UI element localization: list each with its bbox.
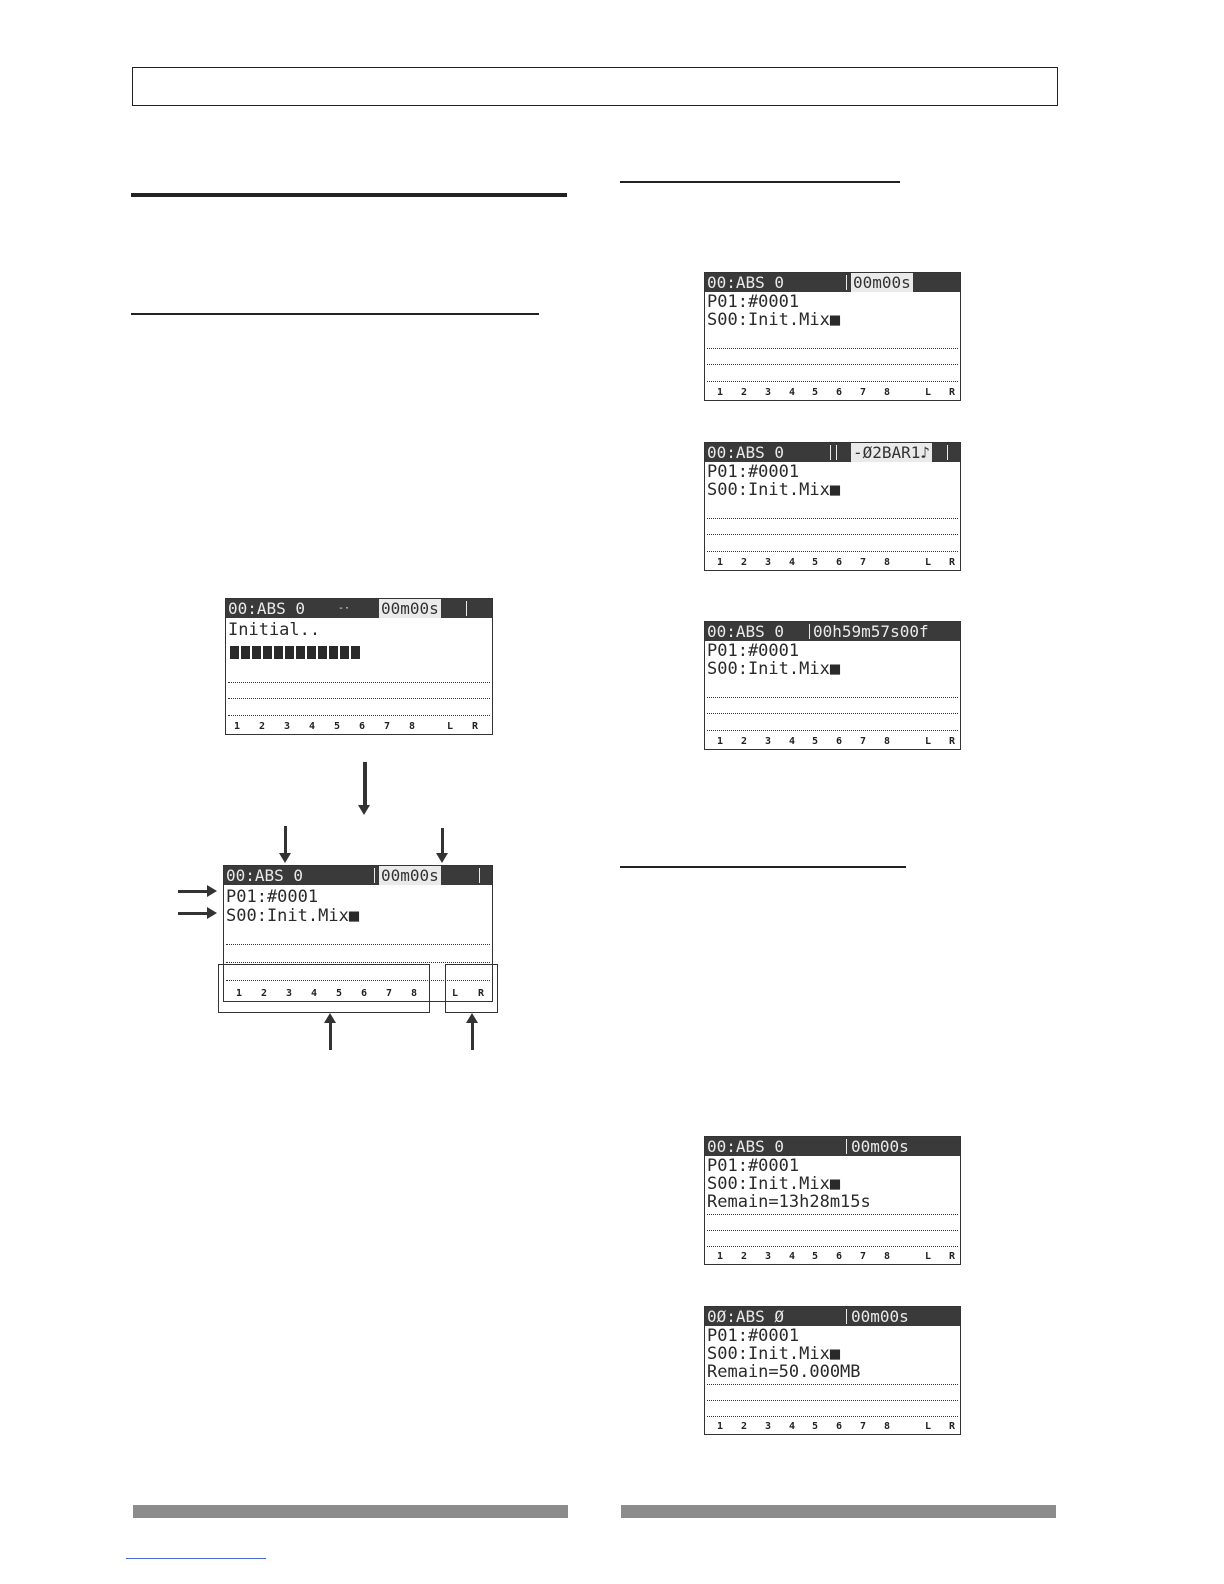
status-counter: 00:ABS 0 <box>228 599 306 618</box>
status-time: 00m00s <box>381 599 439 618</box>
status-time: 00m00s <box>853 273 911 292</box>
status-time: 00m00s <box>381 866 439 885</box>
status-time: 00m00s <box>851 1307 909 1326</box>
track-labels: 1 2 3 4 5 6 7 8 L R <box>717 1251 956 1262</box>
lcd-initializing-screen <box>225 598 493 735</box>
scene-pointer-arrow <box>178 912 208 915</box>
program-line: P01:#0001 <box>707 1156 800 1176</box>
scene-line: S00:Init.Mix■ <box>226 906 360 926</box>
lcd-remain-time-screen <box>704 1136 961 1265</box>
scene-line: S00:Init.Mix■ <box>707 310 841 330</box>
status-counter: 0Ø:ABS Ø <box>707 1307 785 1326</box>
status-time: 00m00s <box>851 1137 909 1156</box>
track-labels: 1 2 3 4 5 6 7 8 L R <box>717 736 956 747</box>
program-line: P01:#0001 <box>226 887 319 907</box>
footer-bar-right <box>621 1505 1056 1518</box>
track-labels: 1 2 3 4 5 6 7 8 L R <box>717 1421 956 1432</box>
program-line: P01:#0001 <box>707 292 800 312</box>
page-header-box <box>132 67 1058 106</box>
scene-line: S00:Init.Mix■ <box>707 659 841 679</box>
program-pointer-arrow <box>178 890 208 893</box>
status-counter: 00:ABS 0 <box>707 443 785 462</box>
remain-line: Remain=13h28m15s <box>707 1192 871 1212</box>
program-line: P01:#0001 <box>707 462 800 482</box>
lcd-bar-beat-screen <box>704 442 961 571</box>
footer-bar-left <box>133 1505 568 1518</box>
status-counter: 00:ABS 0 <box>707 622 785 641</box>
transition-arrow <box>363 762 367 806</box>
status-bar-beat: -Ø2BAR1♪ <box>853 443 931 462</box>
status-counter: 00:ABS 0 <box>707 273 785 292</box>
initializing-text: Initial.. <box>228 620 321 640</box>
lcd-timecode-screen <box>704 621 961 750</box>
stereo-meter-pointer-arrow <box>471 1022 474 1050</box>
subsection-rule-right-2 <box>620 866 906 868</box>
track-labels: 1 2 3 4 5 6 7 8 L R <box>234 721 479 732</box>
time-pointer-arrow <box>441 828 444 854</box>
status-counter: 00:ABS 0 <box>226 866 304 885</box>
progress-bar <box>230 642 362 661</box>
scene-line: S00:Init.Mix■ <box>707 1174 841 1194</box>
remain-line: Remain=50.000MB <box>707 1362 861 1382</box>
track-labels: 1 2 3 4 5 6 7 8 L R <box>236 988 485 999</box>
scene-line: S00:Init.Mix■ <box>707 1344 841 1364</box>
status-timecode: 00h59m57s00f <box>813 622 929 641</box>
track-meter-pointer-arrow <box>329 1022 332 1050</box>
track-meter-bracket <box>218 964 430 1013</box>
track-labels: 1 2 3 4 5 6 7 8 L R <box>717 557 956 568</box>
program-line: P01:#0001 <box>707 1326 800 1346</box>
status-counter: 00:ABS 0 <box>707 1137 785 1156</box>
counter-pointer-arrow <box>284 826 287 854</box>
track-labels: 1 2 3 4 5 6 7 8 L R <box>717 387 956 398</box>
subsection-rule-right-1 <box>620 181 900 183</box>
stereo-meter-bracket <box>445 964 498 1013</box>
footer-link-underline <box>126 1558 266 1559</box>
lcd-remain-size-screen <box>704 1306 961 1435</box>
scene-line: S00:Init.Mix■ <box>707 480 841 500</box>
status-mark: -· <box>338 603 351 614</box>
section-heading-rule <box>131 193 567 197</box>
subsection-rule <box>131 313 539 315</box>
program-line: P01:#0001 <box>707 641 800 661</box>
lcd-time-display-screen <box>704 272 961 401</box>
